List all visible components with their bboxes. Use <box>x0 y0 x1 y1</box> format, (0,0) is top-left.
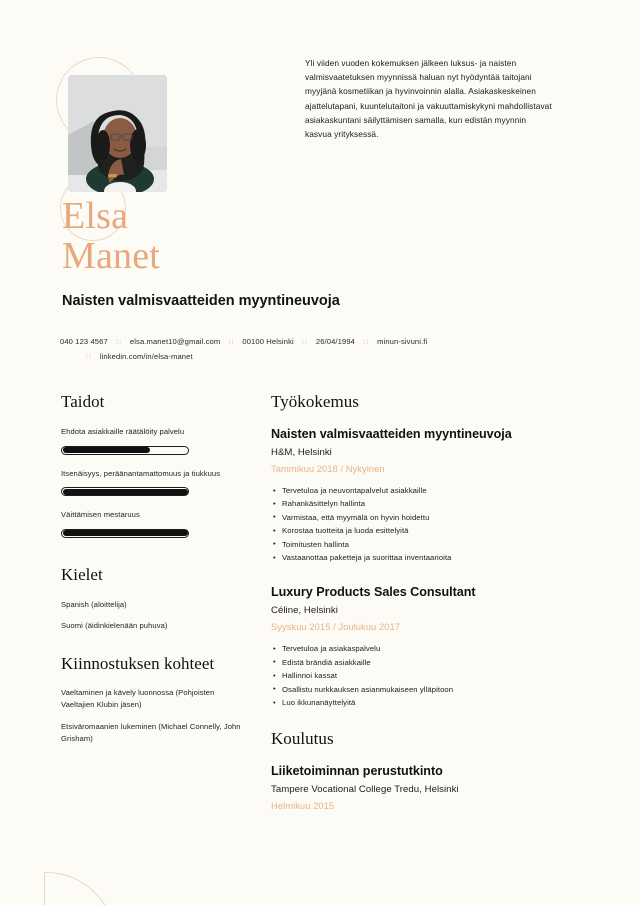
experience-bullet: • Toimitusten hallinta <box>271 538 551 551</box>
contact-separator-icon: ∷ <box>363 337 369 346</box>
experience-bullet-list <box>271 642 551 709</box>
education-entry <box>271 763 551 812</box>
education-section <box>271 729 551 812</box>
skill-level-bar <box>61 529 189 538</box>
skill-item <box>61 509 246 538</box>
experience-bullet: • Vastaanottaa paketteja ja suorittaa inventaarioita <box>271 551 551 564</box>
skills-section <box>61 392 246 538</box>
contact-email[interactable]: elsa.manet10@gmail.com <box>129 337 221 346</box>
experience-entry <box>271 426 551 564</box>
experience-entry <box>271 584 551 709</box>
profile-photo <box>68 75 167 192</box>
experience-bullet: • Tervetuloa ja neuvontapalvelut asiakkaille <box>271 484 551 497</box>
skill-level-bar <box>61 487 189 496</box>
contact-separator-icon: ∷ <box>228 337 235 346</box>
experience-bullet-list <box>271 484 551 564</box>
experience-bullet: • Rahankäsittelyn hallinta <box>271 497 551 510</box>
experience-org: Céline, Helsinki <box>271 605 338 617</box>
profile-job-title: Naisten valmisvaatteiden myyntineuvoja <box>62 293 340 309</box>
contact-website[interactable]: minun-sivuni.fi <box>377 337 428 346</box>
skill-bar-fill <box>63 447 151 453</box>
decorative-corner-shape-icon <box>44 872 116 905</box>
experience-section <box>271 392 551 709</box>
experience-bullet: • Edistä brändiä asiakkaille <box>271 656 551 669</box>
experience-date: Tammikuu 2018 / Nykyinen <box>271 463 385 474</box>
contact-phone[interactable]: 040 123 4567 <box>60 337 108 346</box>
experience-title: Luxury Products Sales Consultant <box>271 585 476 600</box>
experience-bullet: • Korostaa tuotteita ja luoda esittelyitä <box>271 524 551 537</box>
skills-heading: Taidot <box>61 392 105 411</box>
experience-heading: Työkokemus <box>271 392 359 411</box>
languages-section <box>61 565 246 633</box>
skill-label: Ehdota asiakkaille räätälöity palvelu <box>61 427 185 436</box>
skill-item <box>61 426 246 455</box>
experience-bullet: • Osallistu nurkkauksen asianmukaiseen ylläpitoon <box>271 683 551 696</box>
contact-bar <box>60 334 560 364</box>
contact-birthdate: 26/04/1994 <box>315 337 356 346</box>
skill-bar-fill <box>63 530 188 536</box>
contact-linkedin[interactable]: linkedin.com/in/elsa-manet <box>99 352 193 361</box>
education-heading: Koulutus <box>271 729 334 749</box>
interest-item: Vaeltaminen ja kävely luonnossa (Pohjoisten Vaeltajien Klubin jäsen) <box>61 687 215 710</box>
contact-separator-icon: ∷ <box>302 337 308 346</box>
profile-summary: Yli viiden vuoden kokemuksen jälkeen luksus- ja naisten valmisvaatetuksen myynnissä haluan nyt hyödyntää taitojani myyjänä kosmetiikan ja hyvinvoinnin alalla. Asiakaskeskeinen ajattelutapani, kuuntelutaitoni ja vakuuttamiskykyni mahdollistavat asiakaskuntani säilyttämisen samalla, kun edistän myynnin kasvua yrityksessä. <box>305 58 552 140</box>
first-name: Elsa <box>62 195 129 237</box>
interests-heading: Kiinnostuksen kohteet <box>61 653 215 673</box>
experience-bullet: • Varmistaa, että myymälä on hyvin hoidettu <box>271 511 551 524</box>
contact-separator-icon: ∷ <box>86 352 92 361</box>
interests-section <box>61 654 246 746</box>
experience-title: Naisten valmisvaatteiden myyntineuvoja <box>271 427 512 441</box>
languages-heading: Kielet <box>61 564 103 584</box>
experience-org: H&M, Helsinki <box>271 447 332 458</box>
name-block <box>62 196 160 276</box>
contact-location: 00100 Helsinki <box>242 337 294 346</box>
right-column <box>271 392 551 832</box>
interest-item: Etsiväromaanien lukeminen (Michael Connelly, John Grisham) <box>61 721 241 744</box>
experience-bullet: • Tervetuloa ja asiakaspalvelu <box>271 642 551 655</box>
language-item: Spanish (aloittelija) <box>61 599 127 609</box>
experience-bullet: • Luo ikkunanäyttelyitä <box>271 696 551 709</box>
last-name: Manet <box>62 235 161 277</box>
skill-label: Väittämisen mestaruus <box>61 510 140 519</box>
skill-bar-fill <box>63 489 188 495</box>
language-item: Suomi (äidinkielenään puhuva) <box>61 621 168 631</box>
contact-separator-icon: ∷ <box>116 337 122 346</box>
experience-bullet: • Hallinnoi kassat <box>271 669 551 682</box>
left-column <box>61 392 246 755</box>
education-date: Helmikuu 2015 <box>271 800 335 812</box>
education-org: Tampere Vocational College Tredu, Helsinki <box>271 784 459 796</box>
skill-level-bar <box>61 446 189 455</box>
experience-date: Syyskuu 2015 / Joulukuu 2017 <box>271 621 401 633</box>
education-title: Liiketoiminnan perustutkinto <box>271 764 443 779</box>
skill-label: Itsenäisyys, peräänantamattomuus ja tiukkuus <box>61 468 221 478</box>
skill-item <box>61 468 246 497</box>
